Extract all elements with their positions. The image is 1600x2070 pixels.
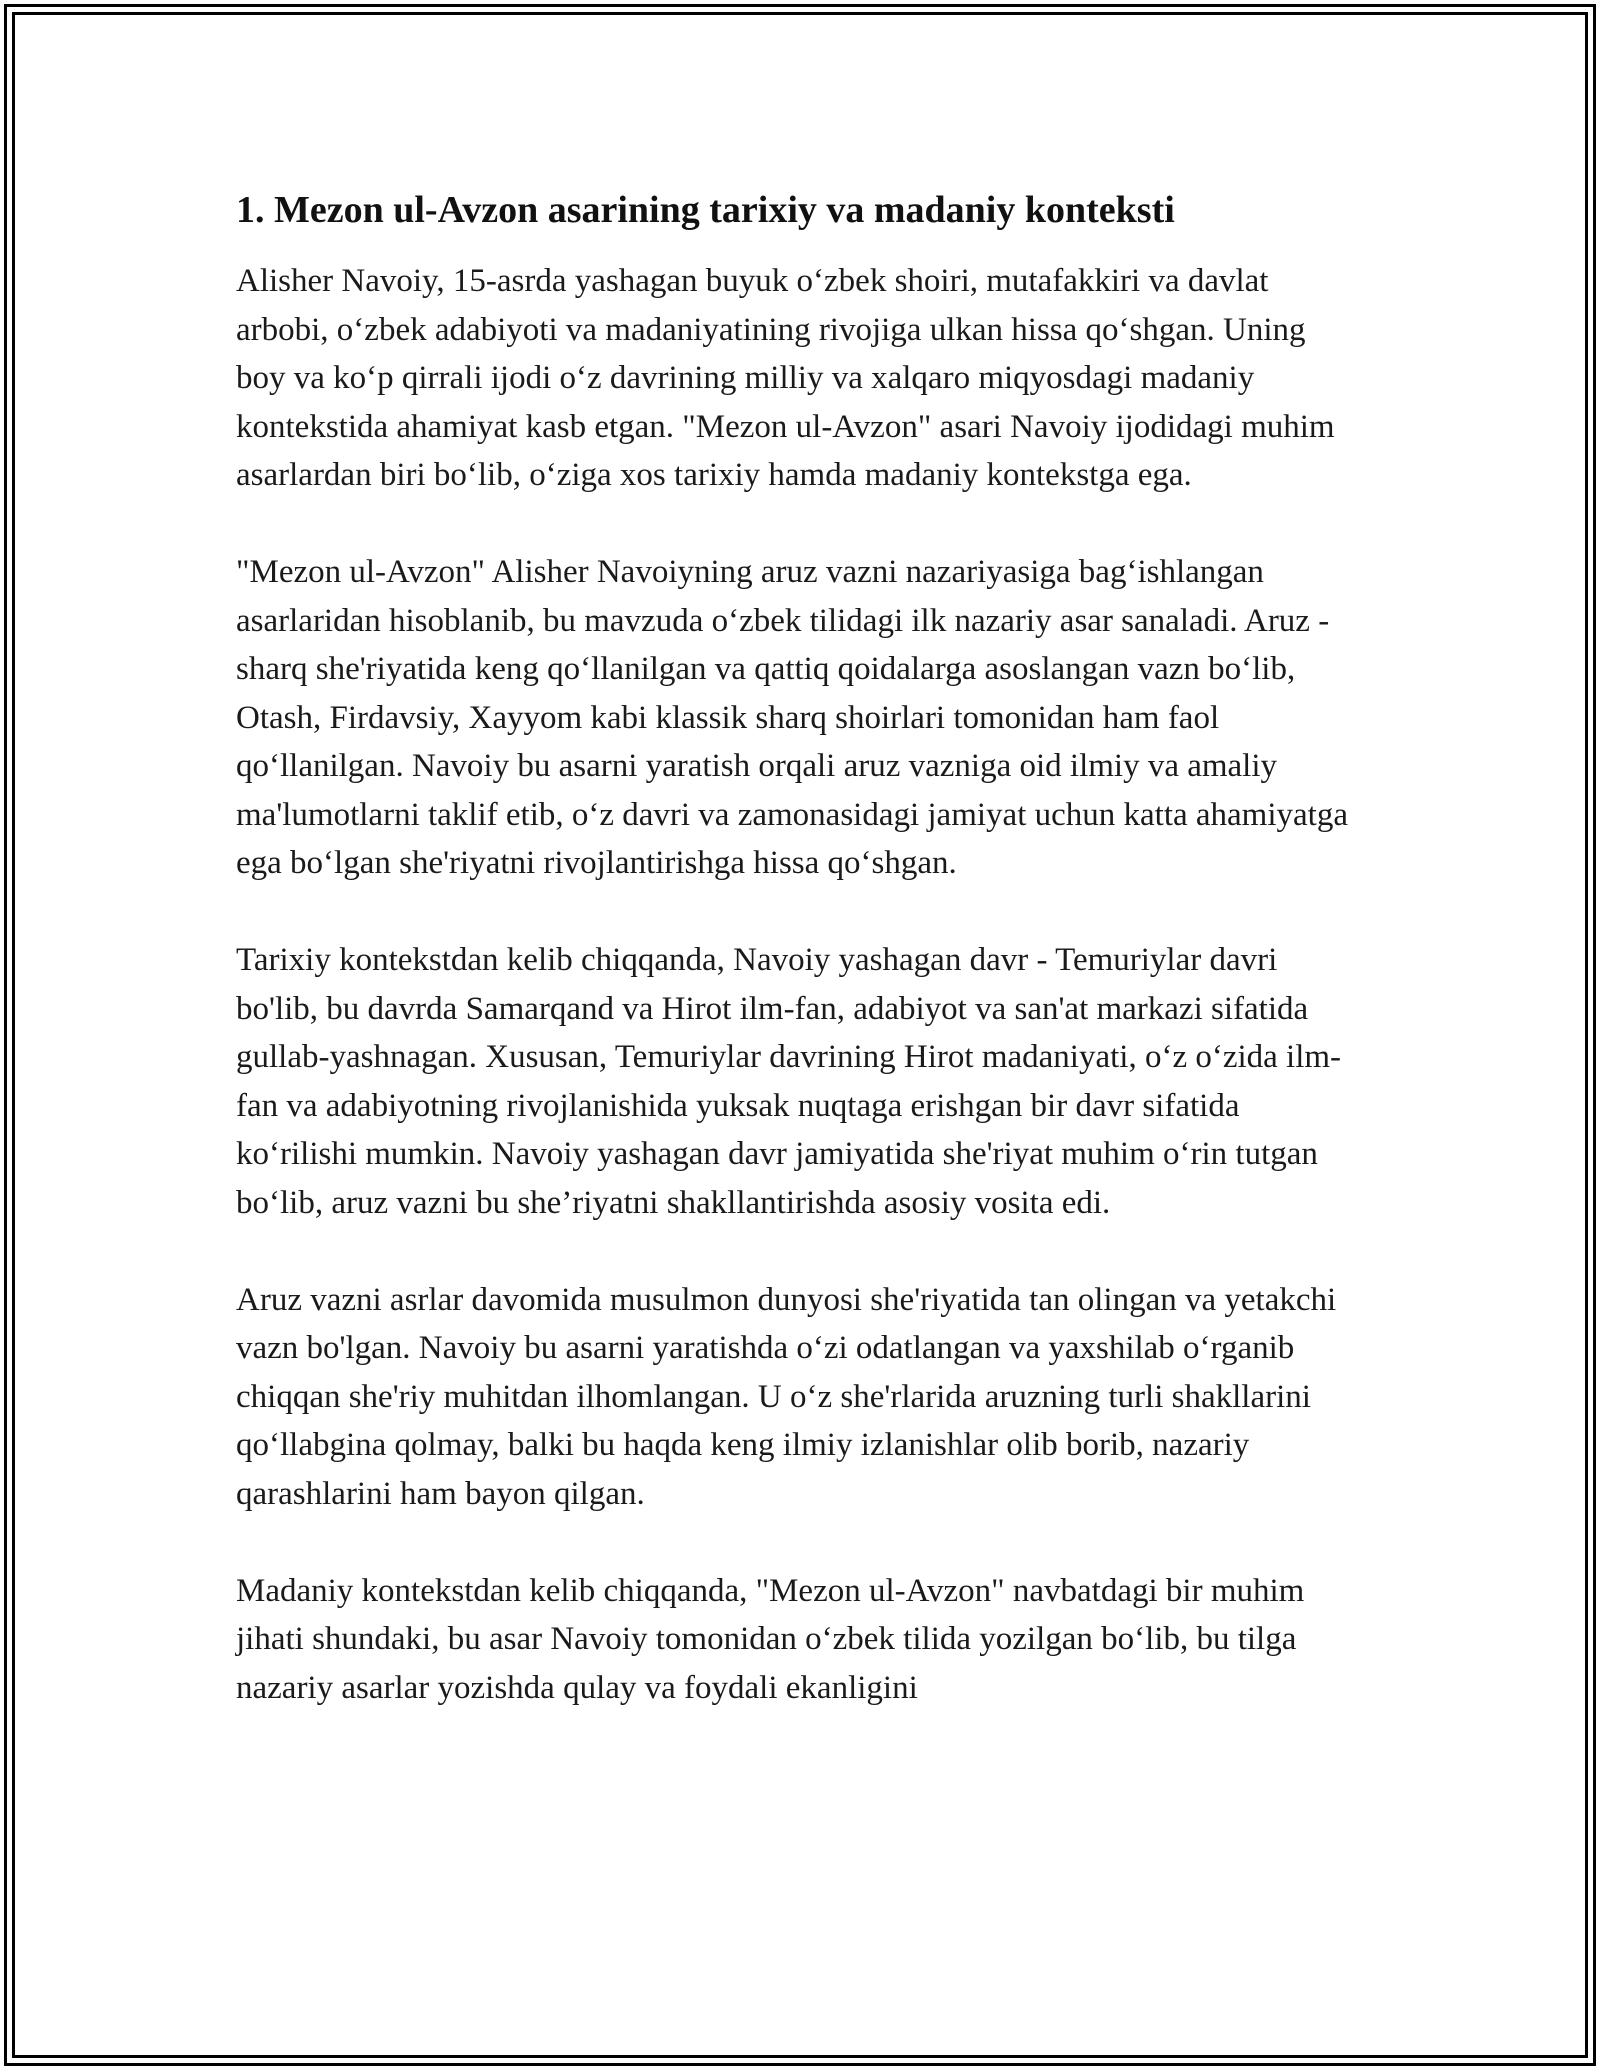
section-heading: 1. Mezon ul-Avzon asarining tarixiy va madaniy konteksti xyxy=(236,189,1175,231)
paragraph-5: Madaniy kontekstdan kelib chiqqanda, "Mezon ul-Avzon" navbatdagi bir muhim jihati shundaki, bu asar Navoiy tomonidan o‘zbek tilida yozilgan bo‘lib, bu tilga nazariy asarlar yozishda qulay va foydali ekanligini xyxy=(236,1572,1305,1706)
paragraph-2: "Mezon ul-Avzon" Alisher Navoiyning aruz vazni nazariyasiga bag‘ishlangan asarlaridan hisoblanib, bu mavzuda o‘zbek tilidagi ilk nazariy asar sanaladi. Aruz - sharq she'riyatida keng qo‘llanilgan va qattiq qoidalarga asoslangan vazn bo‘lib, Otash, Firdavsiy, Xayyom kabi klassik sharq shoirlari tomonidan ham faol qo‘llanilgan. Navoiy bu asarni yaratish orqali aruz vazniga oid ilmiy va amaliy ma'lumotlarni taklif etib, o‘z davri va zamonasidagi jamiyat uchun katta ahamiyatga ega bo‘lgan she'riyatni rivojlantirishga hissa qo‘shgan. xyxy=(236,554,1348,881)
paragraph-1: Alisher Navoiy, 15-asrda yashagan buyuk o‘zbek shoiri, mutafakkiri va davlat arbobi, o‘zbek adabiyoti va madaniyatining rivojiga ulkan hissa qo‘shgan. Uning boy va ko‘p qirrali ijodi o‘z davrining milliy va xalqaro miqyosdagi madaniy kontekstida ahamiyat kasb etgan. "Mezon ul-Avzon" asari Navoiy ijodidagi muhim asarlardan biri bo‘lib, o‘ziga xos tarixiy hamda madaniy kontekstga ega. xyxy=(236,263,1335,493)
paragraph-3: Tarixiy kontekstdan kelib chiqqanda, Navoiy yashagan davr - Temuriylar davri bo'lib, bu davrda Samarqand va Hirot ilm-fan, adabiyot va san'at markazi sifatida gullab-yashnagan. Xususan, Temuriylar davrining Hirot madaniyati, o‘z o‘zida ilm-fan va adabiyotning rivojlanishida yuksak nuqtaga erishgan bir davr sifatida ko‘rilishi mumkin. Navoiy yashagan davr jamiyatida she'riyat muhim o‘rin tutgan bo‘lib, aruz vazni bu she’riyatni shakllantirishda asosiy vosita edi. xyxy=(236,942,1342,1221)
paragraph-4: Aruz vazni asrlar davomida musulmon dunyosi she'riyatida tan olingan va yetakchi vazn bo'lgan. Navoiy bu asarni yaratishda o‘zi odatlangan va yaxshilab o‘rganib chiqqan she'riy muhitdan ilhomlangan. U o‘z she'rlarida aruzning turli shakllarini qo‘llabgina qolmay, balki bu haqda keng ilmiy izlanishlar olib borib, nazariy qarashlarini ham bayon qilgan. xyxy=(236,1281,1337,1512)
document-body xyxy=(236,186,1356,1761)
